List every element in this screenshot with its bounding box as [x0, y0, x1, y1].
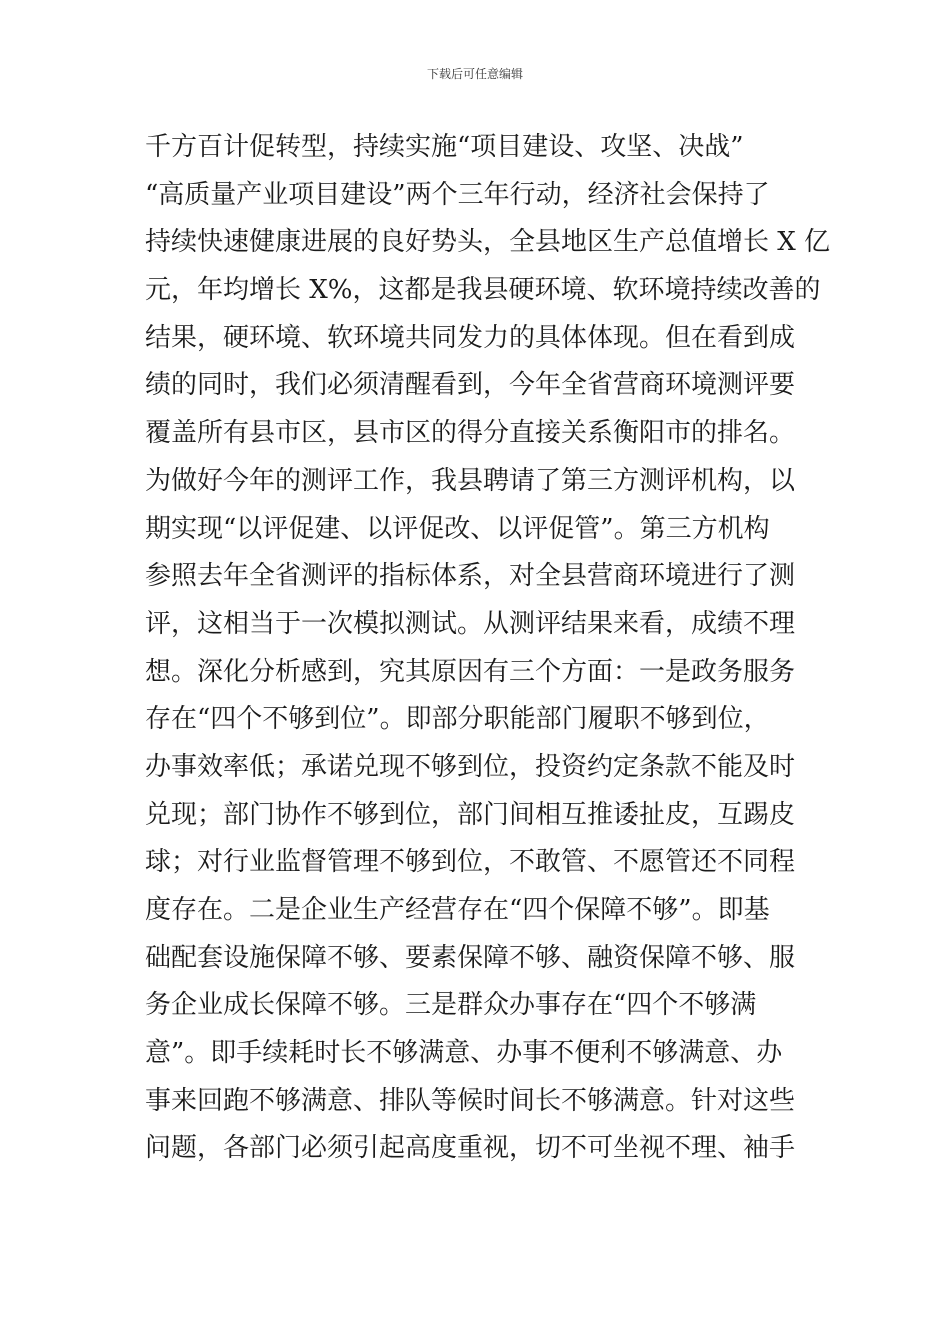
body-line: 绩的同时，我们必须清醒看到，今年全省营商环境测评要: [145, 370, 796, 401]
body-line: 评，这相当于一次模拟测试。从测评结果来看，成绩不理: [145, 608, 796, 639]
body-line: 度存在。二是企业生产经营存在“四个保障不够”。即基: [145, 895, 770, 925]
body-line: 结果，硬环境、软环境共同发力的具体体现。但在看到成: [145, 322, 796, 353]
body-line: 意”。即手续耗时长不够满意、办事不便利不够满意、办: [145, 1038, 783, 1069]
body-line: 兑现；部门协作不够到位，部门间相互推诿扯皮，互踢皮: [145, 799, 796, 830]
body-line: 参照去年全省测评的指标体系，对全县营商环境进行了测: [145, 561, 796, 592]
body-line: 础配套设施保障不够、要素保障不够、融资保障不够、服: [145, 942, 796, 973]
page-header: 下载后可任意编辑: [426, 67, 523, 81]
body-line: 务企业成长保障不够。三是群众办事存在“四个不够满: [145, 990, 757, 1021]
body-line: 办事效率低；承诺兑现不够到位，投资约定条款不能及时: [145, 751, 796, 782]
body-line: 期实现“以评促建、以评促改、以评促管”。第三方机构: [145, 513, 770, 544]
body-line: 存在“四个不够到位”。即部分职能部门履职不够到位，: [145, 704, 770, 735]
body-line: “高质量产业项目建设”两个三年行动，经济社会保持了: [145, 179, 770, 210]
body-line: 千方百计促转型，持续实施“项目建设、攻坚、决战”: [145, 132, 744, 162]
document-body: [145, 124, 831, 1173]
body-line: 事来回跑不够满意、排队等候时间长不够满意。针对这些: [145, 1085, 796, 1116]
body-line: 覆盖所有县市区，县市区的得分直接关系衡阳市的排名。: [145, 418, 796, 449]
body-line: 为做好今年的测评工作，我县聘请了第三方测评机构，以: [145, 465, 796, 496]
body-line: 球；对行业监督管理不够到位，不敢管、不愿管还不同程: [145, 847, 796, 878]
body-line: 元，年均增长 X%，这都是我县硬环境、软环境持续改善的: [145, 275, 821, 306]
body-line: 问题，各部门必须引起高度重视，切不可坐视不理、袖手: [145, 1133, 796, 1164]
body-line: 想。深化分析感到，究其原因有三个方面：一是政务服务: [145, 656, 796, 687]
body-line: 持续快速健康进展的良好势头，全县地区生产总值增长 X 亿: [145, 227, 831, 258]
